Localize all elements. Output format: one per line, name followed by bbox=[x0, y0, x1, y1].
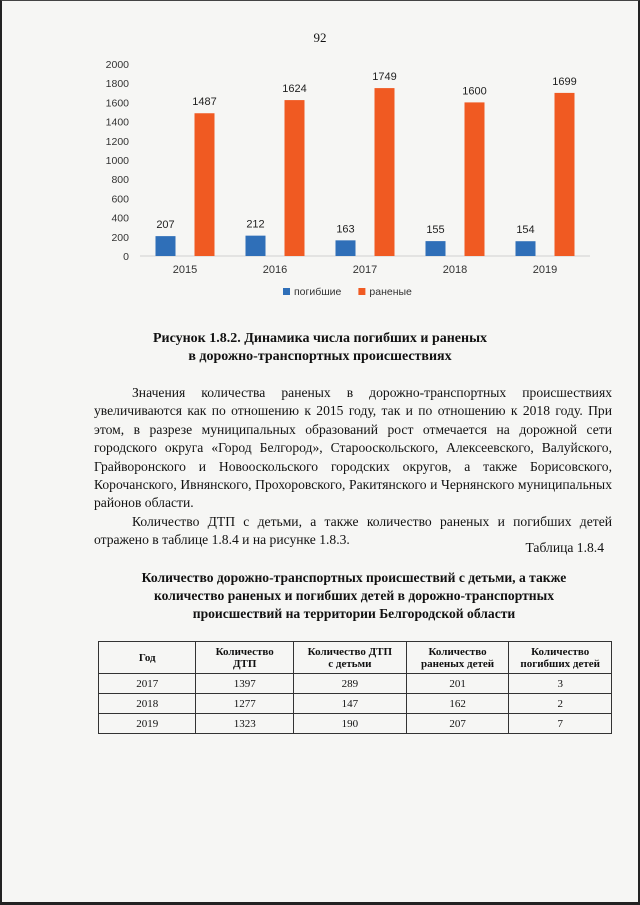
table-cell: 201 bbox=[406, 674, 509, 694]
table-row bbox=[99, 694, 612, 714]
data-label: 212 bbox=[246, 218, 265, 231]
bar-injured-2015 bbox=[195, 113, 215, 256]
data-label: 207 bbox=[156, 219, 175, 232]
figure-caption bbox=[60, 330, 580, 366]
y-tick-label: 2000 bbox=[105, 59, 129, 71]
table-cell: 289 bbox=[293, 674, 406, 694]
x-tick-label: 2018 bbox=[442, 264, 468, 276]
data-label: 154 bbox=[516, 224, 535, 237]
x-tick-label: 2016 bbox=[262, 264, 288, 276]
bar-killed-2018 bbox=[426, 241, 446, 256]
data-label: 1749 bbox=[372, 71, 397, 84]
page-number: 92 bbox=[313, 30, 327, 45]
data-label: 1487 bbox=[192, 96, 217, 109]
x-tick-label: 2015 bbox=[172, 264, 198, 276]
figure-caption-line-1: Рисунок 1.8.2. Динамика числа погибших и раненых bbox=[152, 331, 488, 346]
table-title-line-2: количество раненых и погибших детей в дорожно-транспортных bbox=[153, 588, 555, 603]
figure-caption-line-2: в дорожно-транспортных происшествиях bbox=[188, 349, 452, 364]
data-label: 1624 bbox=[282, 83, 307, 96]
table-cell: 2017 bbox=[99, 674, 196, 694]
legend-swatch-killed bbox=[283, 288, 290, 295]
chart bbox=[95, 52, 595, 314]
legend-swatch-injured bbox=[358, 288, 365, 295]
paragraph-1: Значения количества раненых в дорожно-транспортных происшествиях увеличиваются как по отношению к 2015 году, так и по отношению к 2018 году. При этом, в разрезе муниципальных образований рост отмечается на дорожной сети городского округа «Город Белгород», Старооскольского, Алексеевского, Валуйского, Грайворонского и Новооскольского городских округов, а также Борисовского, Корочанского, Ивнянского, Прохоровского, Ракитянского и Чернянского муниципальных районов области. bbox=[94, 385, 612, 511]
y-tick-label: 200 bbox=[111, 231, 129, 244]
y-tick-label: 1400 bbox=[105, 116, 129, 129]
bar-injured-2016 bbox=[285, 100, 305, 256]
data-label: 163 bbox=[336, 223, 355, 236]
table-cell: 7 bbox=[509, 714, 612, 734]
table-title-line-3: происшествий на территории Белгородской области bbox=[192, 606, 516, 621]
header-accidents-children: Количество ДТП с детьми bbox=[293, 642, 406, 674]
bar-injured-2017 bbox=[375, 88, 395, 256]
table-cell: 190 bbox=[293, 714, 406, 734]
y-tick-label: 0 bbox=[123, 251, 129, 263]
table-cell: 2 bbox=[509, 694, 612, 714]
table-cell: 1397 bbox=[196, 674, 293, 694]
header-killed-children: Количество погибших детей bbox=[509, 642, 612, 674]
data-label: 1699 bbox=[552, 75, 577, 88]
table-cell: 1323 bbox=[196, 714, 293, 734]
body-text bbox=[94, 384, 612, 550]
table-cell: 3 bbox=[509, 674, 612, 694]
table-cell: 2019 bbox=[99, 714, 196, 734]
header-injured-children: Количество раненых детей bbox=[406, 642, 509, 674]
y-tick-label: 600 bbox=[111, 193, 129, 206]
table-header-row bbox=[99, 642, 612, 674]
table-title-line-1: Количество дорожно-транспортных происшествий с детьми, а также bbox=[141, 570, 567, 585]
x-tick-label: 2019 bbox=[532, 264, 558, 276]
y-tick-label: 1200 bbox=[105, 135, 129, 148]
y-tick-label: 400 bbox=[111, 212, 129, 225]
data-label: 1600 bbox=[462, 85, 487, 98]
data-table bbox=[98, 641, 612, 734]
y-tick-label: 1800 bbox=[105, 78, 129, 91]
table-title bbox=[96, 569, 612, 623]
table-cell: 162 bbox=[406, 694, 509, 714]
bar-killed-2019 bbox=[516, 241, 536, 256]
bar-injured-2018 bbox=[465, 102, 485, 256]
bar-killed-2016 bbox=[246, 236, 266, 256]
y-tick-label: 800 bbox=[111, 174, 129, 187]
bar-injured-2019 bbox=[555, 93, 575, 256]
bar-killed-2015 bbox=[156, 236, 176, 256]
y-tick-label: 1600 bbox=[105, 97, 129, 110]
table-cell: 2018 bbox=[99, 694, 196, 714]
table-cell: 207 bbox=[406, 714, 509, 734]
table-cell: 147 bbox=[293, 694, 406, 714]
legend-label: раненые bbox=[369, 286, 412, 298]
paragraph-2: Количество ДТП с детьми, а также количество раненых и погибших детей отражено в таблице 1.8.4 и на рисунке 1.8.3. bbox=[94, 513, 612, 548]
y-tick-label: 1000 bbox=[105, 155, 129, 167]
header-accidents: Количество ДТП bbox=[196, 642, 293, 674]
legend-label: погибшие bbox=[294, 286, 342, 298]
table-row bbox=[99, 674, 612, 694]
header-year: Год bbox=[99, 642, 196, 674]
table-cell: 1277 bbox=[196, 694, 293, 714]
table-label: Таблица 1.8.4 bbox=[525, 540, 604, 555]
bar-killed-2017 bbox=[336, 240, 356, 256]
data-label: 155 bbox=[426, 224, 445, 237]
chart-svg bbox=[95, 52, 595, 314]
x-tick-label: 2017 bbox=[352, 264, 378, 276]
table-row bbox=[99, 714, 612, 734]
